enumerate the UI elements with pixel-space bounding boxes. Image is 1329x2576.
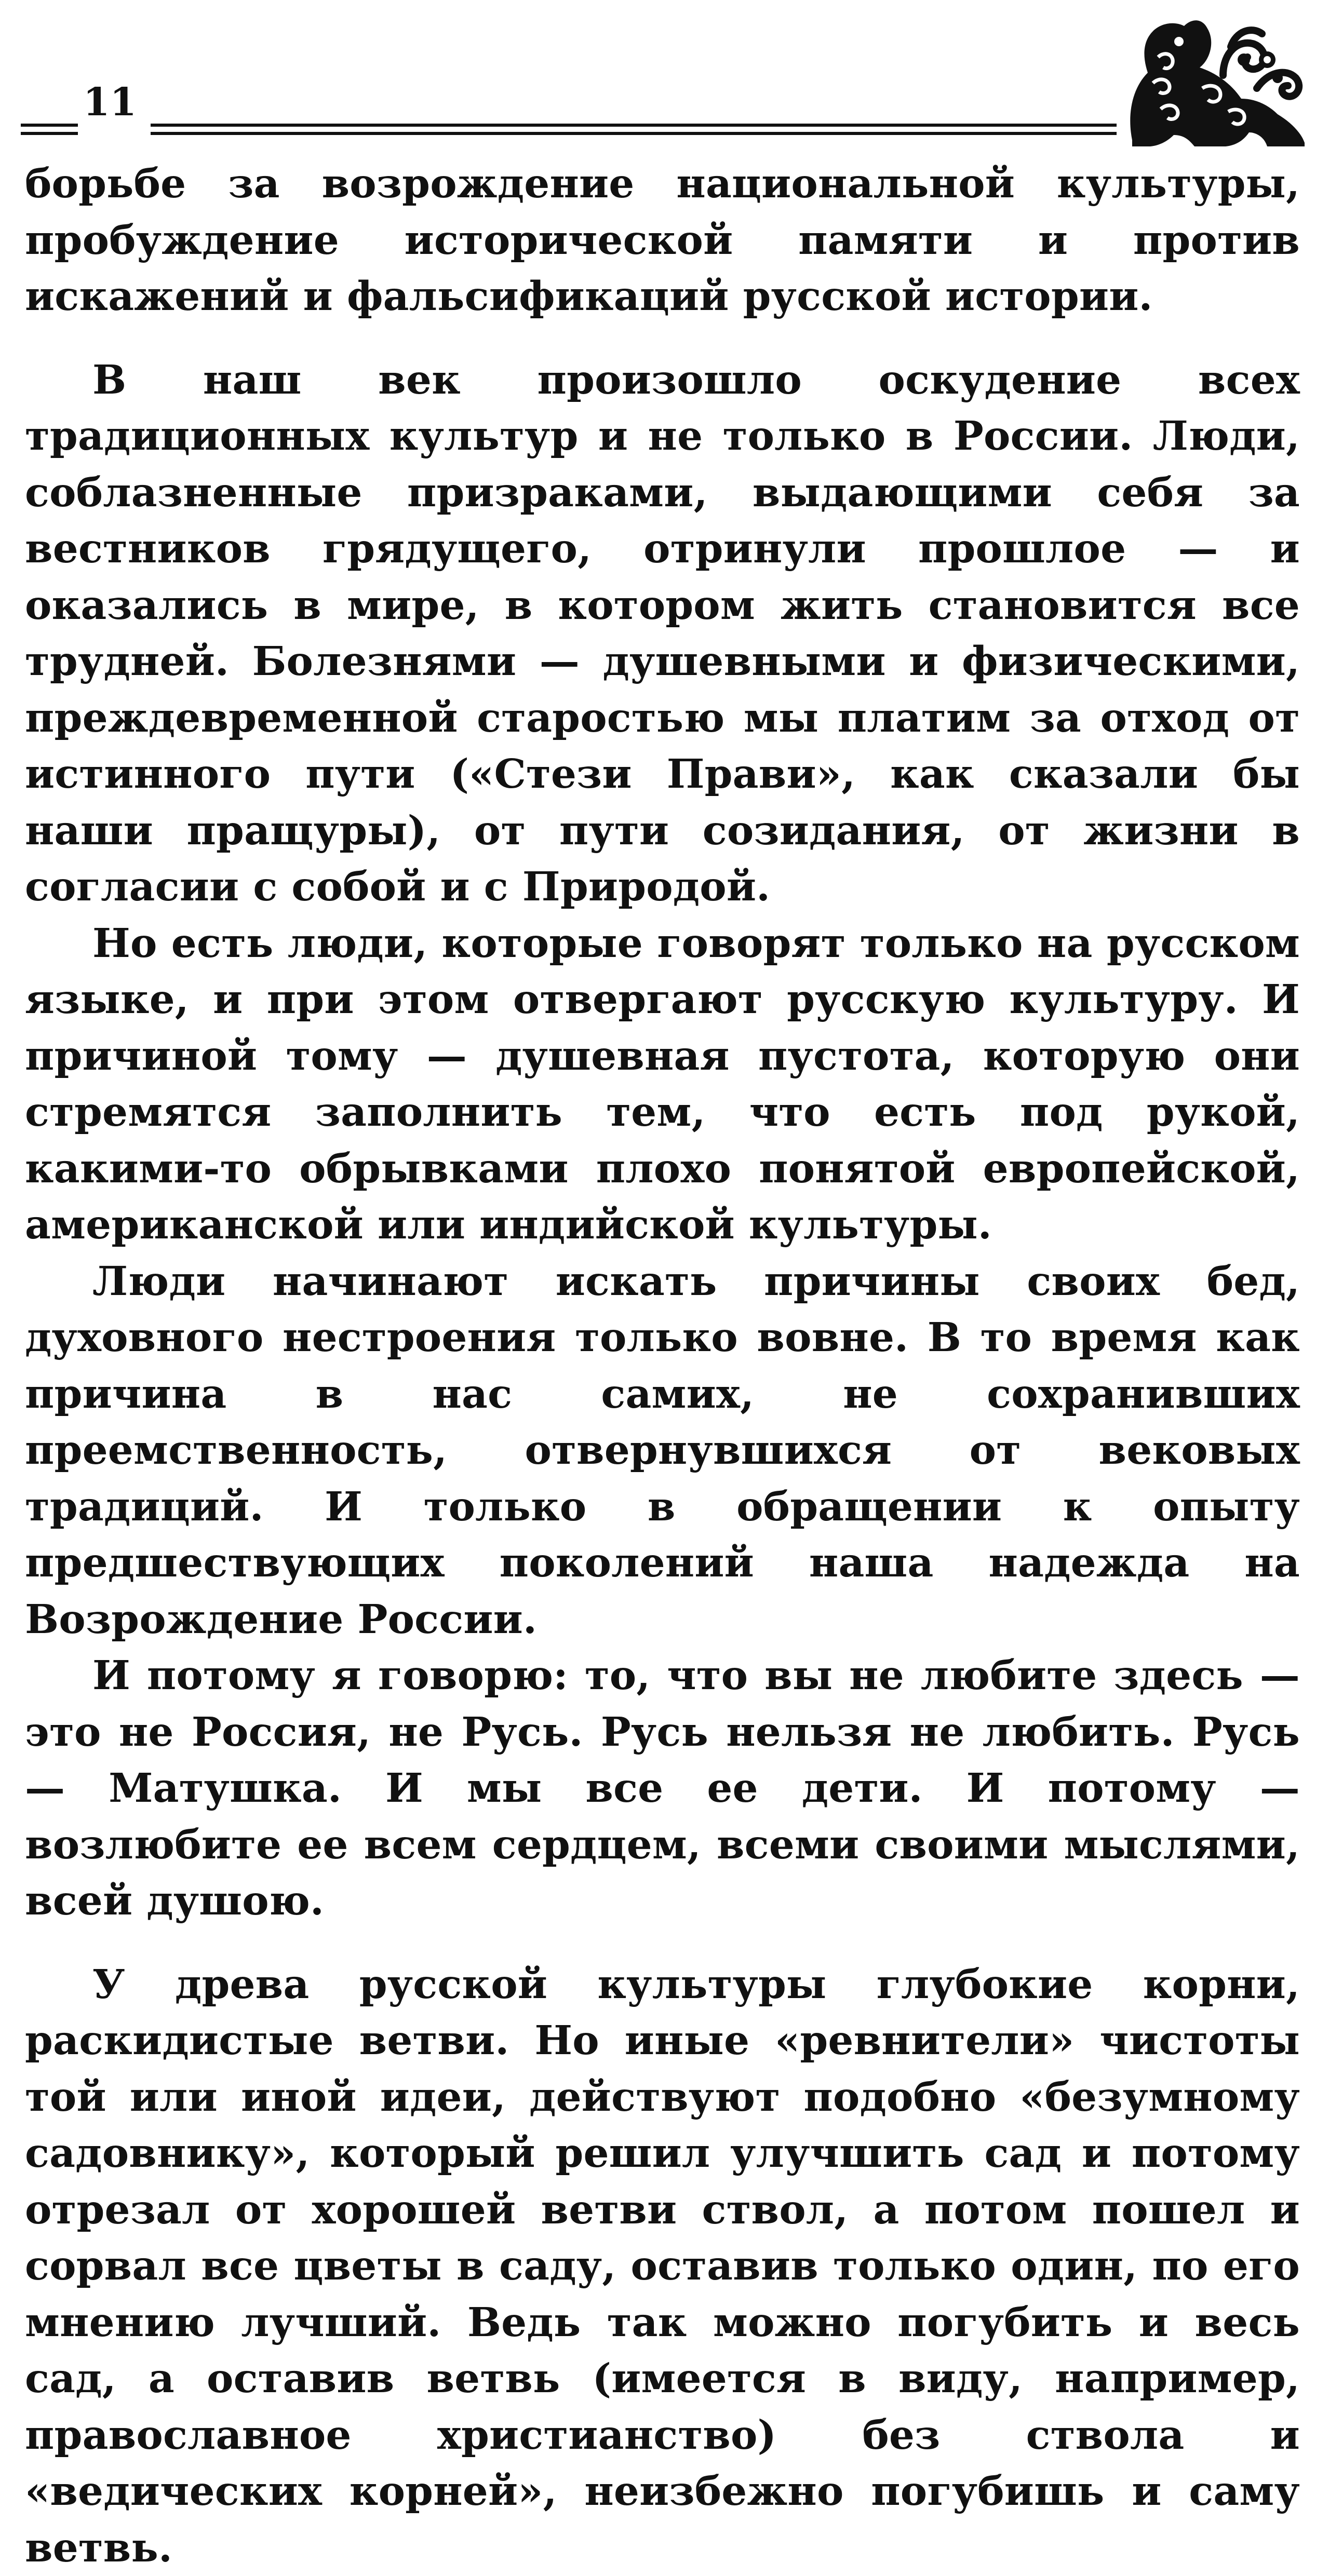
header-rule xyxy=(151,124,1117,127)
header-rule-lower xyxy=(151,132,1117,135)
paragraph-5: И потому я говорю: то, что вы не любите здесь — это не Россия, не Русь. Русь нельзя не любить. Русь — Матушка. И мы все ее дети. И потому — возлюбите ее всем сердцем, всеми своими мыслями, всей душою. xyxy=(25,1648,1300,1930)
paragraph-6: У древа русской культуры глубокие корни, раскидистые ветви. Но иные «ревнители» чистоты той или иной идеи, действуют подобно «безумному садовнику», который решил улучшить сад и потому отрезал от хорошей ветви ствол, а потом пошел и сорвал все цветы в саду, оставив только один, по его мнению лучший. Ведь так можно погубить и весь сад, а оставив ветвь (имеется в виду, например, православное христианство) без ствола и «ведических корней», неизбежно погубишь и саму ветвь. xyxy=(25,1957,1300,2576)
ornament-lion-icon xyxy=(1111,10,1309,151)
header-rule-left-lower xyxy=(21,132,78,135)
header-rule-left xyxy=(21,124,78,127)
page-header xyxy=(21,0,1309,156)
paragraph-3: Но есть люди, которые говорят только на русском языке, и при этом отвергают русскую культуру. И причиной тому — душевная пустота, которую они стремятся заполнить тем, что есть под рукой, какими-то обрывками плохо понятой европейской, американской или индийской культуры. xyxy=(25,915,1300,1253)
page-number: 11 xyxy=(83,83,137,122)
body-text xyxy=(25,156,1300,2576)
paragraph-4: Люди начинают искать причины своих бед, духовного нестроения только вовне. В то время как причина в нас самих, не сохранивших преемственность, отвернувшихся от вековых традиций. И только в обращении к опыту предшествующих поколений наша надежда на Возрождение России. xyxy=(25,1253,1300,1648)
paragraph-1: борьбе за возрождение национальной культуры, пробуждение исторической памяти и против искажений и фальсификаций русской истории. xyxy=(25,156,1300,325)
paragraph-2: В наш век произошло оскудение всех традиционных культур и не только в России. Люди, соблазненные призраками, выдающими себя за вестников грядущего, отринули прошлое — и оказались в мире, в котором жить становится все трудней. Болезнями — душевными и физическими, преждевременной старостью мы платим за отход от истинного пути («Стези Прави», как сказали бы наши пращуры), от пути созидания, от жизни в согласии с собой и с Природой. xyxy=(25,352,1300,915)
